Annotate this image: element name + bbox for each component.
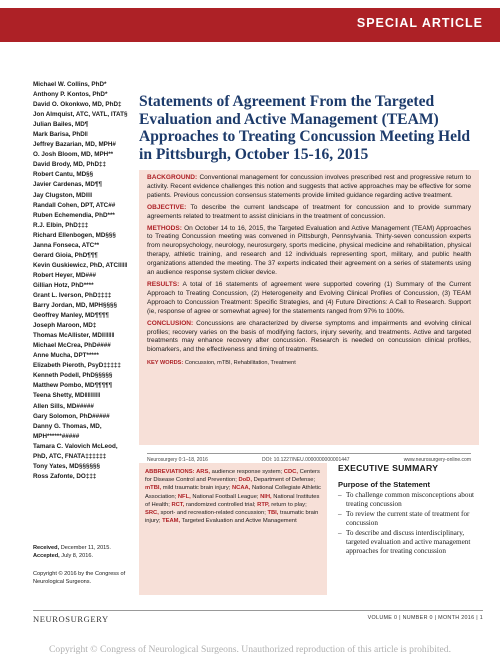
author-name: Mark Barisa, PhD‖ <box>33 131 88 139</box>
abstract-section-label: METHODS: <box>147 224 182 232</box>
abbreviation-definition: National Institutes of Health; <box>145 493 320 508</box>
author-name: Jon Almquist, ATC, VATL, ITAT§ <box>33 111 128 119</box>
volume-page-info: VOLUME 0 | NUMBER 0 | MONTH 2016 | 1 <box>367 615 483 621</box>
abbreviation-term: TEAM, <box>162 518 181 525</box>
author-name: Kevin Guskiewicz, PhD, ATC‖‖‖ <box>33 261 128 269</box>
citation: Neurosurgery 0:1–18, 2016 <box>147 457 208 463</box>
author-name: Kenneth Podell, PhD§§§§§ <box>33 372 113 380</box>
received-line <box>33 545 153 553</box>
abbreviation-term: CDC, <box>283 469 298 475</box>
abstract-text: Concussions are characterized by diverse symptoms and impairments and evolving clinical profiles; recovery varies on the basis of modifying factors, injury severity, and treatments. Active and targeted treatments may enhance recovery after concussion. Research is needed on concussion clinical profiles, biomarkers, and the effectiveness and timing of treatments. <box>147 319 471 354</box>
header-band <box>0 8 500 42</box>
received-date: December 11, 2015. <box>60 545 111 551</box>
author-name: Ross Zafonte, DO‡‡‡ <box>33 472 97 480</box>
abbreviations-label: ABBREVIATIONS: <box>145 469 195 475</box>
author-name: Jeffrey Bazarian, MD, MPH# <box>33 141 116 149</box>
abbreviation-definition: randomized controlled trial; <box>184 501 258 508</box>
author-name: Michael McCrea, PhD#### <box>33 342 111 350</box>
author-name: Randall Cohen, DPT, ATC## <box>33 201 116 209</box>
abstract-box <box>139 170 479 445</box>
abbreviations-text <box>139 463 327 530</box>
author-name: Julian Bailes, MD¶ <box>33 121 89 129</box>
abbreviation-definition: return to play; <box>269 501 307 508</box>
author-name: Tamara C. Valovich McLeod, <box>33 442 118 450</box>
abstract-section-label: OBJECTIVE: <box>147 203 187 211</box>
abstract-results <box>147 281 471 317</box>
journal-website-link[interactable]: www.neurosurgery-online.com <box>403 457 471 463</box>
abstract-text: A total of 16 statements of agreement were supported covering (1) Summary of the Current Approach to Treating Concussion, (2) Heterogeneity and Evolving Clinical Profiles of Concussion, (3) TEAM Approach to Concussion Treatment: Specific Strategies, and (4) Future Directions: A Call to Research. Support (ie, response of agree or somewhat agree) for the statements ranged from 97% to 100%. <box>147 280 471 315</box>
abstract-section-label: CONCLUSION: <box>147 319 194 327</box>
author-name: Michael W. Collins, PhD* <box>33 81 107 88</box>
abbreviation-definition: sport- and recreation-related concussion; <box>158 510 268 517</box>
author-name: Teena Shetty, MD‖‖‖‖‖ <box>33 392 101 400</box>
author-name: MPH******##### <box>33 432 80 440</box>
abbreviation-definition: National Collegiate Athletic Association; <box>145 485 321 500</box>
accepted-line <box>33 553 153 561</box>
author-name: Matthew Pombo, MD¶¶¶¶¶ <box>33 382 113 390</box>
author-name: Richard Ellenbogen, MD§§§ <box>33 231 116 239</box>
abbreviation-definition: audience response system; <box>209 469 284 475</box>
author-name: Robert Heyer, MD### <box>33 271 96 279</box>
author-name: Anne Mucha, DPT***** <box>33 352 99 360</box>
author-name: Danny G. Thomas, MD, <box>33 422 102 430</box>
copyright-notice-small: Copyright © 2016 by the Congress of Neurological Surgeons. <box>33 571 126 585</box>
author-name: Gerard Gioia, PhD¶¶¶ <box>33 251 98 259</box>
abbreviation-term: mTBI, <box>145 485 162 492</box>
abbreviations-box <box>139 463 327 595</box>
keywords-text: Concussion, mTBI, Rehabilitation, Treatment <box>184 360 296 367</box>
abbreviation-term: SRC, <box>145 510 159 517</box>
copyright-watermark-notice: Copyright © Congress of Neurological Surgeons. Unauthorized reproduction of this article is prohibited. <box>49 644 451 655</box>
abbreviation-term: TBI, <box>267 510 279 517</box>
author-name: Gary Solomon, PhD##### <box>33 412 110 420</box>
author-name: Anthony P. Kontos, PhD* <box>33 91 108 99</box>
author-name: Javier Cardenas, MD¶¶ <box>33 181 102 189</box>
author-name: Ruben Echemendia, PhD*** <box>33 211 115 219</box>
author-name: Joseph Maroon, MD‡ <box>33 322 97 330</box>
abbreviation-term: RCT, <box>171 501 185 508</box>
author-name: R.J. Elbin, PhD‡‡‡ <box>33 221 89 229</box>
author-name: Janna Fonseca, ATC** <box>33 241 100 249</box>
abbreviation-definition: traumatic brain injury; <box>145 510 319 525</box>
author-name: Grant L. Iverson, PhD‡‡‡‡ <box>33 291 112 299</box>
list-item: – To describe and discuss interdisciplinary, targeted evaluation and active management approaches for treating concussion <box>338 529 483 556</box>
author-name: Elizabeth Pieroth, PsyD‡‡‡‡‡ <box>33 362 121 370</box>
abbreviation-term: ARS, <box>196 469 210 475</box>
received-accepted-dates <box>33 545 153 560</box>
author-name: Thomas McAllister, MD‖‖‖‖ <box>33 332 115 340</box>
author-name: Jay Clugston, MD‖‖ <box>33 191 93 199</box>
author-name: Robert Cantu, MD§§ <box>33 171 94 179</box>
executive-summary <box>338 463 483 557</box>
abbreviation-term: DoD, <box>238 477 252 484</box>
abbreviation-term: NCAA, <box>231 485 251 492</box>
abstract-section-label: RESULTS: <box>147 280 180 288</box>
abstract-conclusion <box>147 320 471 356</box>
abstract-text: To describe the current landscape of treatment for concussion and to provide summary agreements related to treatment to assist clinicians in the treatment of concussion. <box>147 203 471 220</box>
article-title: Statements of Agreement From the Targeted Evaluation and Active Management (TEAM) Approaches to Treating Concussion Meeting Held in Pittsburgh, October 15-16, 2015 <box>139 93 471 163</box>
abbreviation-definition: Centers for Disease Control and Prevention; <box>145 469 320 484</box>
journal-info-divider <box>147 453 471 454</box>
journal-name: NEUROSURGERY <box>33 614 109 624</box>
author-name: Tony Yates, MD§§§§§§ <box>33 462 100 470</box>
author-name: PhD, ATC, FNATA‡‡‡‡‡‡ <box>33 452 107 460</box>
abbreviation-definition: Targeted Evaluation and Active Management <box>180 518 297 525</box>
purpose-subheading: Purpose of the Statement <box>338 480 430 489</box>
keywords-label: KEY WORDS: <box>147 360 184 367</box>
abbreviation-term: NFL, <box>177 493 191 500</box>
abbreviation-term: RTP, <box>257 501 270 508</box>
abbreviation-term: NIH, <box>260 493 272 500</box>
received-label: Received, <box>33 545 60 551</box>
list-item: – To challenge common misconceptions about treating concussion <box>338 491 483 509</box>
author-name: Gillian Hotz, PhD**** <box>33 281 94 289</box>
abbreviation-definition: National Football League; <box>190 493 261 500</box>
article-type-label: SPECIAL ARTICLE <box>356 16 483 30</box>
author-name: Geoffrey Manley, MD¶¶¶¶ <box>33 312 109 320</box>
abstract-section-label: BACKGROUND: <box>147 174 198 181</box>
abstract-background <box>147 174 471 201</box>
abbreviation-definition: mild traumatic brain injury; <box>161 485 232 492</box>
abstract-text: Conventional management for concussion involves prescribed rest and progressive return to activity. Recent evidence challenges this notion and suggests that active approaches may be effective for some patients. Previous concussion consensus statements provide limited guidance regarding active treatment. <box>147 174 471 199</box>
accepted-date: July 8, 2016. <box>61 552 94 559</box>
author-list <box>33 80 151 482</box>
list-item: – To review the current state of treatment for concussion <box>338 510 483 528</box>
author-name: David Brody, MD, PhD‡‡ <box>33 161 107 169</box>
abbreviation-definition: Department of Defense; <box>251 477 316 484</box>
doi: DOI: 10.1227/NEU.0000000000001447 <box>262 457 350 463</box>
executive-summary-heading: EXECUTIVE SUMMARY <box>338 463 439 473</box>
abstract-methods <box>147 225 471 278</box>
footer-divider <box>33 610 483 611</box>
abstract-text: On October 14 to 16, 2015, the Targeted Evaluation and Active Management (TEAM) Approaches to Treating Concussion meeting was convened in Pittsburgh, Pennsylvania. Thirty-seven concussion experts from neuropsychology, neurology, neurosurgery, sports medicine, physical medicine and rehabilitation, physical therapy, athletic training, and research and 12 individuals representing sport, military, and public health organizations attended the meeting. The 37 experts indicated their agreement on a series of statements using an audience response system clicker device. <box>147 224 471 277</box>
author-name: Allen Sills, MD##### <box>33 402 94 410</box>
abstract-objective <box>147 204 471 222</box>
author-name: Barry Jordan, MD, MPH§§§§ <box>33 302 117 310</box>
author-name: David O. Okonkwo, MD, PhD‡ <box>33 101 122 109</box>
author-name: O. Josh Bloom, MD, MPH** <box>33 151 114 159</box>
keywords <box>147 359 471 368</box>
accepted-label: Accepted, <box>33 552 60 559</box>
purpose-list <box>338 491 483 556</box>
